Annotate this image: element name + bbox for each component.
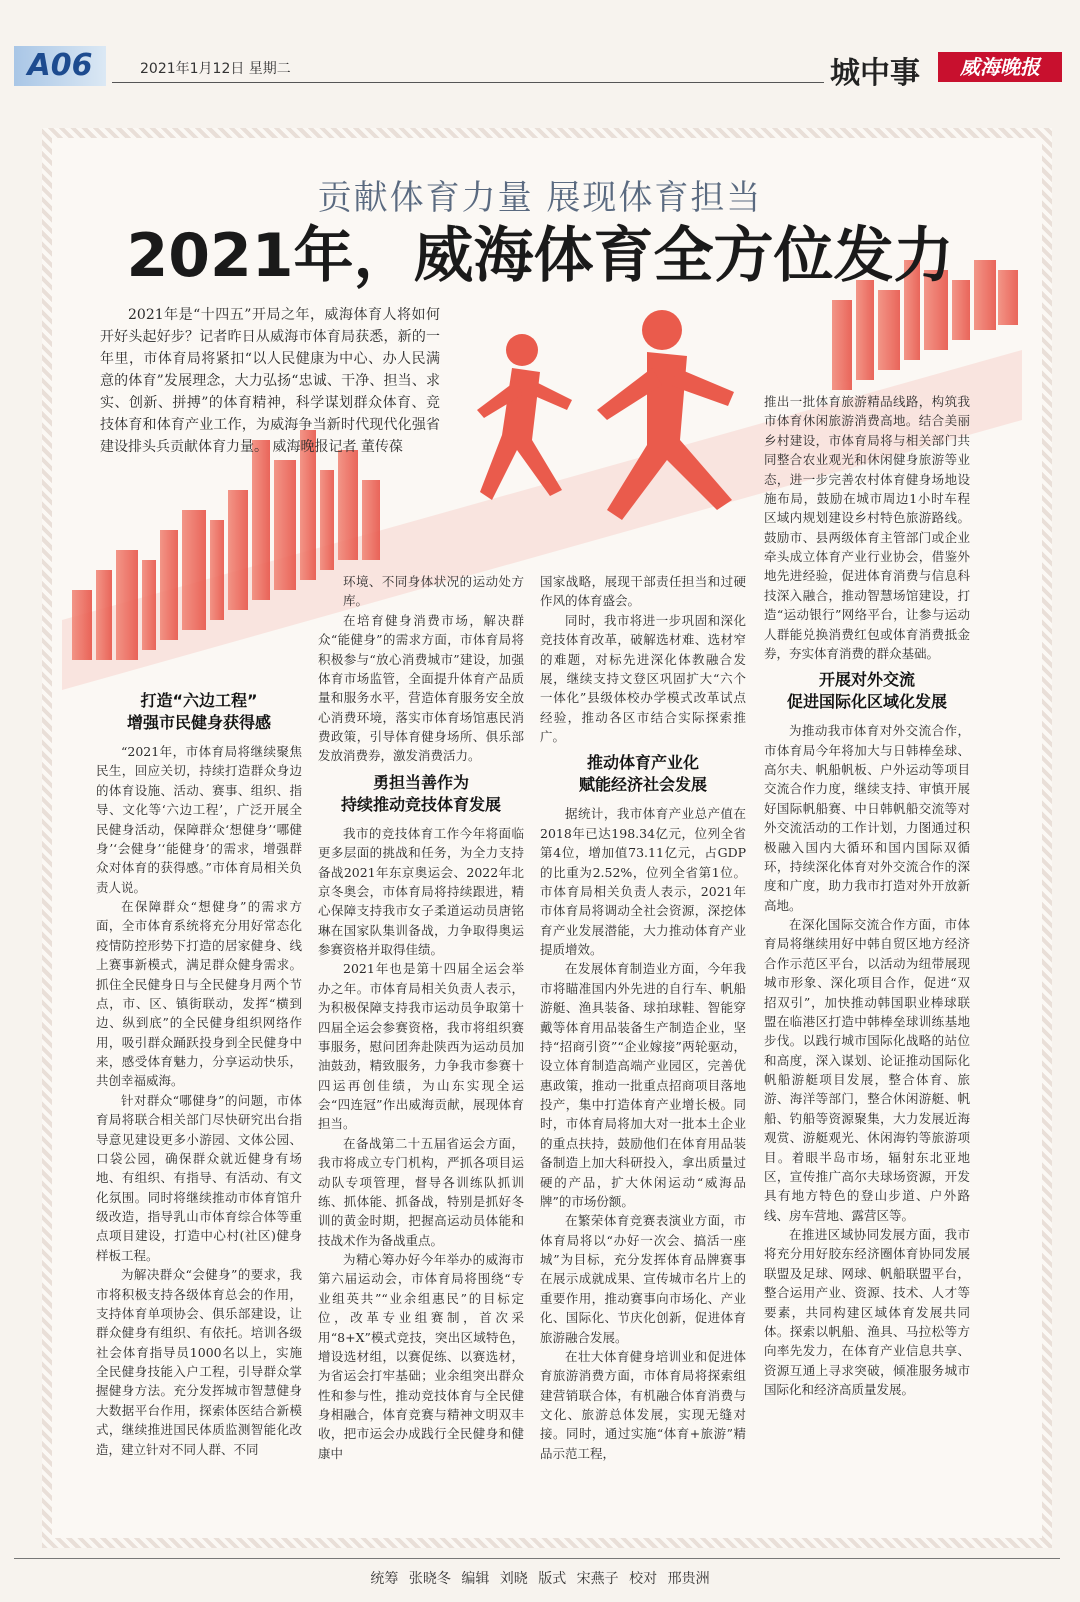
article-headline: 2021年，威海体育全方位发力 [126,221,954,291]
paragraph: 据统计，我市体育产业总产值在2018年已达198.34亿元，位列全省第4位，增加值73.11亿元，占GDP的比重为2.52%，位列全省第1位。市体育局相关负责人表示，2021年市体育局将调动全社会资源，深挖体育产业发展潜能，大力推动体育产业提质增效。 [540,806,746,957]
byline: 威海晚报记者 董传葆 [272,439,403,455]
paragraph: 国家战略，展现干部责任担当和过硬作风的体育盛会。 [540,574,746,609]
paragraph: 在深化国际交流合作方面，市体育局将继续用好中韩自贸区地方经济合作示范区平台，以活动为纽带展现城市形象、深化项目合作，促进“双招双引”，加快推动韩国职业棒球联盟在临港区打造中韩棒垒球训练基地步伐。以践行城市国际化战略的站位和高度，深入谋划、论证推动国际化帆船游艇项目发展，整合体育、旅游、海洋等部门，整合休闲游艇、帆船、钓船等资源聚集，大力发展近海观赏、游艇观光、休闲海钓等旅游项目。着眼半岛市场，辐射东北亚地区，宣传推广高尔夫球场资源，开发具有地方特色的登山步道、户外路线、房车营地、露营区等。 [764,917,970,1223]
paragraph: 在备战第二十五届省运会方面，我市将成立专门机构，严抓各项目运动队专项管理，督导各训练队抓训练、抓体能、抓备战，特别是抓好冬训的黄金时期，把握高运动员体能和技战术作为备战重点。 [318,1135,524,1248]
paragraph: 为推动我市体育对外交流合作，市体育局今年将加大与日韩棒垒球、高尔夫、帆船帆板、户外运动等项目交流合作力度，继续支持、审慎开展好国际帆船赛、中日韩帆船交流等对外交流活动的工作计划，力图通过积极融入国内大循环和国内国际双循环，持续深化体育对外交流合作的深度和广度，助力我市打造对外开放新高地。 [764,723,970,913]
paragraph: 为解决群众“会健身”的要求，我市将积极支持各级体育总会的作用，支持体育单项协会、俱乐部建设，让群众健身有组织、有依托。培训各级社会体育指导员1000名以上，实施全民健身技能入户工程，引导群众掌握健身方法。充分发挥城市智慧健身大数据平台作用，探索体医结合新模式，继续推进国民体质监测智能化改造，建立针对不同人群、不同 [96,1267,302,1457]
paragraph: 为精心筹办好今年举办的威海市第六届运动会，市体育局将围绕“专业组英共”“业余组惠民”的目标定位，改革专业组赛制，首次采用“8+X”模式竞技，突出区域特色，增设选材组，以赛促练、以赛选材，为省运会打牢基础；业余组突出群众性和参与性，推动竞技体育与全民健身相融合，体育竞赛与精神文明双丰收，把市运会办成践行全民健身和健康中 [318,1252,524,1461]
footer-rule [14,1558,1060,1559]
subheading-six-sides: 打造“六边工程” 增强市民健身获得感 [126,691,271,732]
article-intro [100,304,440,458]
subheading-sports-industry: 推动体育产业化 赋能经济社会发展 [578,753,707,795]
newspaper-logo: 威海晚报 [938,52,1062,82]
page-header [0,0,1080,110]
runner-female-icon [477,334,572,500]
page-number: A06 [14,46,106,86]
paragraph: 我市的竞技体育工作今年将面临更多层面的挑战和任务，为全力支持备战2021年东京奥运会、2022年北京冬奥会，市体育局将持续跟进，精心保障支持我市女子柔道运动员唐铭琳在国家队集训备战，力争取得奥运参赛资格并取得佳绩。 [318,825,524,957]
header-rule [112,82,824,83]
paragraph: 2021年也是第十四届全运会举办之年。市体育局相关负责人表示，为积极保障支持我市运动员争取第十四届全运会参赛资格，我市将组织赛事服务，慰问团奔赴陕西为运动员加油鼓劲，精致服务，力争我市参赛十四运再创佳绩，为山东实现全运会“四连冠”作出威海贡献，展现体育担当。 [318,961,524,1132]
paragraph: 在繁荣体育竞赛表演业方面，市体育局将以“办好一次会、搞活一座城”为目标，充分发挥体育品牌赛事在展示成就成果、宣传城市名片上的重要作用，推动赛事向市场化、产业化、国际化、节庆化创新，促进体育旅游融合发展。 [540,1213,746,1345]
column-4 [764,392,970,1399]
column-3 [540,572,746,1463]
column-1 [96,684,302,1459]
paragraph: 在推进区域协同发展方面，我市将充分用好胶东经济圈体育协同发展联盟及足球、网球、帆船联盟平台，整合运用产业、资源、技术、人才等要素，共同构建区域体育发展共同体。探索以帆船、渔具、马拉松等方向率先发力，在体育产业信息共享、资源互通上寻求突破，倾准服务城市国际化和经济高质量发展。 [764,1227,970,1397]
article-kicker: 贡献体育力量 展现体育担当 [317,178,763,218]
paragraph: 推出一批体育旅游精品线路，构筑我市体育休闲旅游消费高地。结合美丽乡村建设，市体育局将与相关部门共同整合农业观光和休闲健身旅游等业态，进一步完善农村体育健身场地设施布局，鼓励在城市周边1小时车程区域内规划建设乡村特色旅游路线。鼓励市、县两级体育主管部门或企业牵头成立体育产业行业协会，借鉴外地先进经验，促进体育消费与信息科技深入融合，推动智慧场馆建设，打造“运动银行”网络平台，让参与运动人群能兑换消费红包或体育消费抵金券，夯实体育消费的群众基础。 [764,394,970,661]
subheading-competitive-sports: 勇担当善作为 持续推动竞技体育发展 [340,772,501,814]
paragraph: 在保障群众“想健身”的需求方面，全市体育系统将充分用好常态化疫情防控形势下打造的居家健身、线上赛事新模式，满足群众健身需求。抓住全民健身日与全民健身月两个节点，市、区、镇街联动，发挥“横到边、纵到底”的全民健身组织网络作用，吸引群众踊跃投身到全民健身中来，感受体育魅力，分享运动快乐，共创幸福威海。 [96,899,302,1089]
subheading-external-exchange: 开展对外交流 促进国际化区域化发展 [786,670,947,712]
column-2 [318,572,524,1463]
editorial-credits: 统筹 张晓冬 编辑 刘晓 版式 宋燕子 校对 邢贵洲 [370,1571,710,1587]
section-title: 城中事 [830,56,920,91]
paragraph: “2021年，市体育局将继续聚焦民生，回应关切，持续打造群众身边的体育设施、活动、赛事、组织、指导、文化等‘六边工程’，广泛开展全民健身活动，保障群众‘想健身’‘哪健身’‘会健身’‘能健身’的需求，增强群众对体育的获得感。”市体育局相关负责人说。 [96,744,302,895]
issue-date: 2021年1月12日 星期二 [140,61,291,77]
paragraph: 在壮大体育健身培训业和促进体育旅游消费方面，市体育局将探索组建营销联合体，有机融合体育消费与文化、旅游总体发展，实现无缝对接。同时，通过实施“体育+旅游”精品示范工程， [540,1348,746,1461]
paragraph: 在发展体育制造业方面，今年我市将瞄准国内外先进的自行车、帆船游艇、渔具装备、球拍球鞋、智能穿戴等体育用品装备生产制造企业，坚持“招商引资”“企业嫁接”两轮驱动，设立体育制造高端产业园区，完善优惠政策，推动一批重点招商项目落地投产，集中打造体育产业增长极。同时，市体育局将加大对一批本土企业的重点扶持，鼓励他们在体育用品装备制造上加大科研投入，拿出质量过硬的产品，扩大休闲运动“威海品牌”的市场份额。 [540,961,746,1209]
paragraph: 针对群众“哪健身”的问题，市体育局将联合相关部门尽快研究出台指导意见建设更多小游园、文体公园、口袋公园，确保群众就近健身有场地、有组织、有指导、有活动、有文化氛围。同时将继续推动市体育馆升级改造，指导乳山市体育综合体等重点项目建设，打造中心村(社区)健身样板工程。 [96,1092,302,1263]
paragraph: 在培育健身消费市场，解决群众“能健身”的需求方面，市体育局将积极参与“放心消费城市”建设，加强体育市场监管，全面提升体育产品质量和服务水平，营造体育服务安全放心消费环境，落实市体育场馆惠民消费政策，引导体育健身场所、俱乐部发放消费券，激发消费活力。 [318,612,524,764]
intro-text: 2021年是“十四五”开局之年，威海体育人将如何开好头起好步？记者昨日从威海市体育局获悉，新的一年里，市体育局将紧扣“以人民健康为中心、办人民满意的体育”发展理念，大力弘扬“忠诚、干净、担当、求实、创新、拼搏”的体育精神，科学谋划群众体育、竞技体育和体育产业工作，为威海争当新时代现代化强省建设排头兵贡献体育力量。 [100,307,440,455]
paragraph: 同时，我市将进一步巩固和深化竞技体育改革，破解选材难、选材窄的难题，对标先进深化体教融合发展，继续支持文登区巩固扩大“六个一体化”县级体校办学模式改革试点经验，推动各区市结合实际探索推广。 [540,612,746,744]
paragraph: 环境、不同身体状况的运动处方库。 [343,574,524,609]
